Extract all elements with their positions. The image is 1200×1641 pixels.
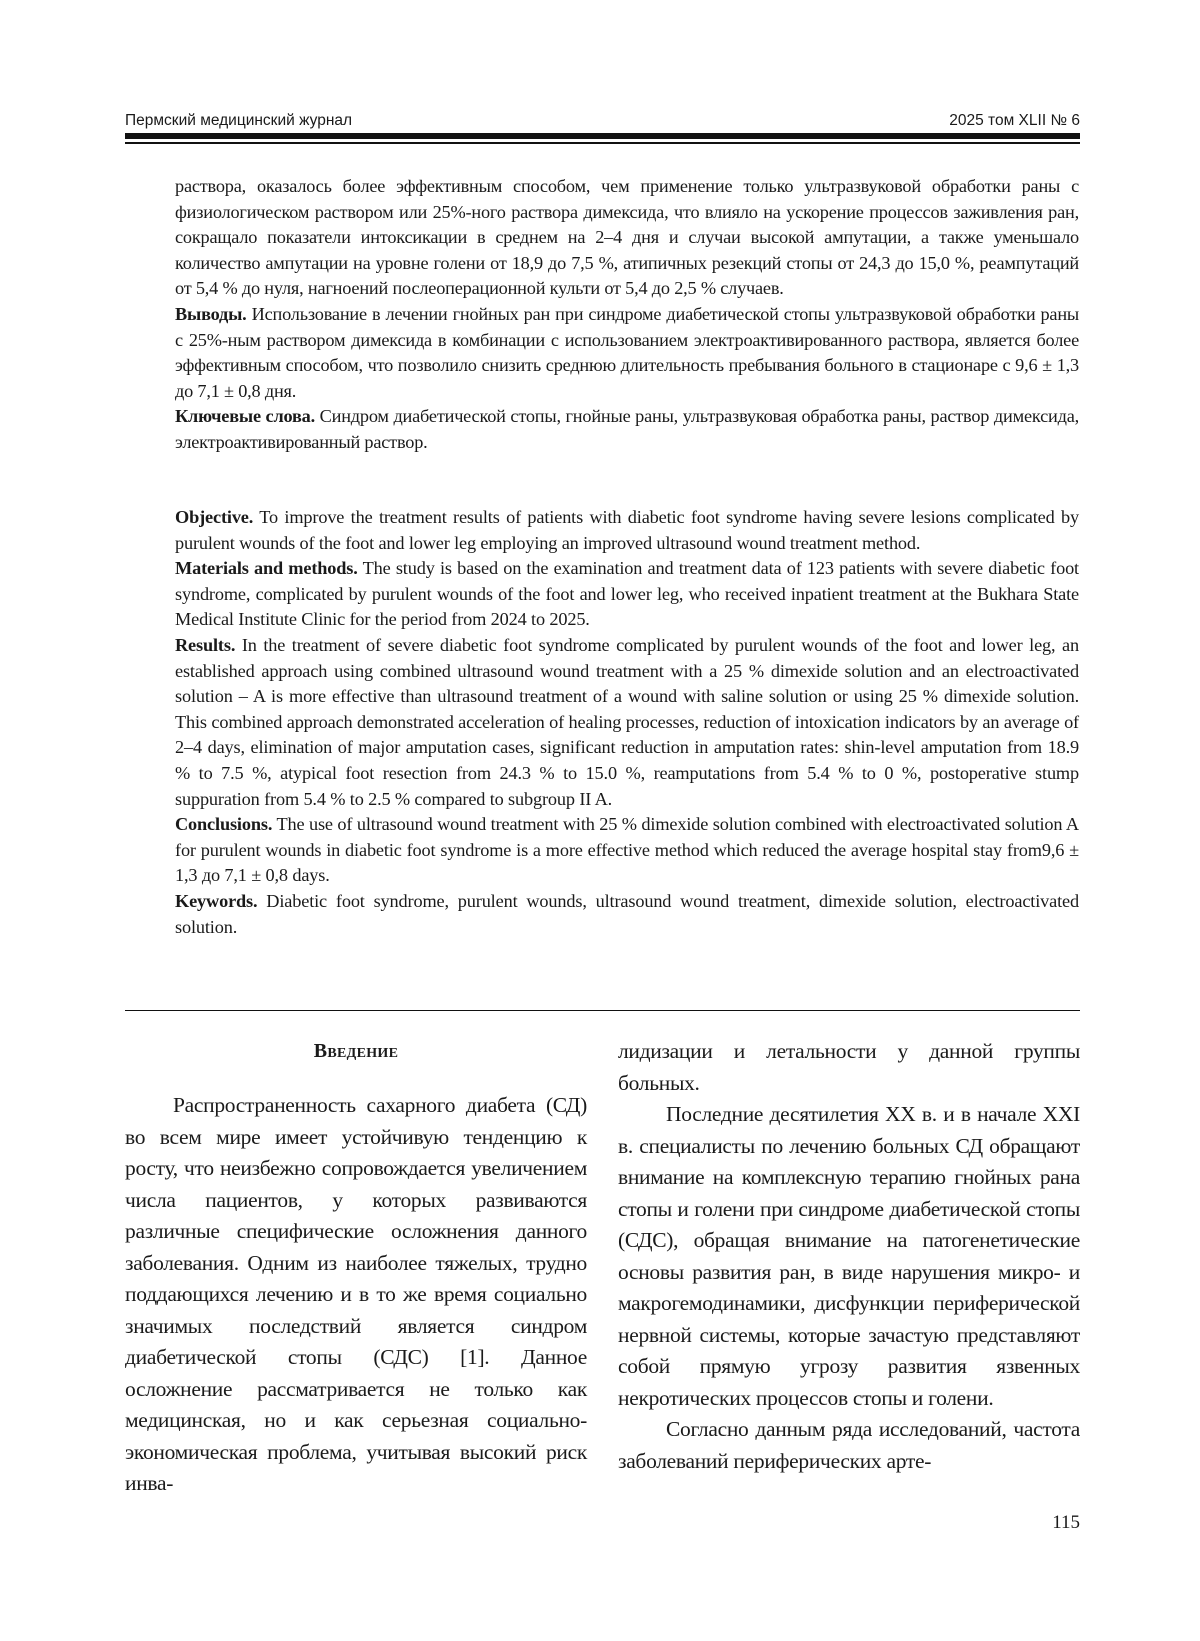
journal-title: Пермский медицинский журнал xyxy=(125,112,353,129)
abstract-ru-keywords-label: Ключевые слова. xyxy=(175,406,315,427)
abstract-english xyxy=(175,505,1079,940)
abstract-en-results-label: Results. xyxy=(175,634,236,655)
abstract-russian xyxy=(175,174,1079,456)
abstract-en-conclusions-text: The use of ultrasound wound treatment with 25 % dimexide solution combined with electroactivated solution A for purulent wounds in diabetic foot syndrome is a more effective method which reduced the average hospital stay from9,6 ± 1,3 до 7,1 ± 0,8 days. xyxy=(175,814,1079,886)
issue-info: 2025 том XLII № 6 xyxy=(949,112,1080,129)
abstract-en-objective-text: To improve the treatment results of patients with diabetic foot syndrome having severe lesions complicated by purulent wounds of the foot and lower leg employing an improved ultrasound wound treatment method. xyxy=(175,507,1079,553)
section-divider xyxy=(125,1010,1080,1011)
abstract-ru-conclusions-label: Выводы. xyxy=(175,303,247,324)
abstract-en-keywords-label: Keywords. xyxy=(175,890,258,911)
abstract-ru-conclusions xyxy=(175,302,1079,404)
header-rule-thin xyxy=(125,142,1080,144)
abstract-en-conclusions-label: Conclusions. xyxy=(175,814,273,835)
section-title-introduction: Введение xyxy=(313,1040,399,1062)
abstract-en-results xyxy=(175,633,1079,812)
intro-paragraph-1: Распространенность сахарного диабета (СД) во всем мире имеет устойчивую тенденцию к росту, что неизбежно сопровождается увеличением числа пациентов, у которых развиваются различные специфические осложнения данного заболевания. Одним из наиболее тяжелых, трудно поддающихся лечению и в то же время социально значимых последствий является синдром диабетической стопы (СДС) [1]. Данное осложнение рассматривается не только как медицинская, но и как серьезная социально-экономическая проблема, учитывая высокий риск инва- xyxy=(125,1093,587,1495)
intro-paragraph-2: Последние десятилетия XX в. и в начале XXI в. специалисты по лечению больных СД обращают внимание на комплексную терапию гнойных рана стопы и голени при синдроме диабетической стопы (СДС), обращая внимание на патогенетические основы развития ран, в виде нарушения микро- и макрогемодинамики, дисфункции периферической нервной системы, которые зачастую представляют собой прямую угрозу развития язвенных некротических процессов стопы и голени. xyxy=(618,1102,1080,1410)
header-rule-thick xyxy=(125,133,1080,139)
abstract-en-keywords xyxy=(175,889,1079,940)
abstract-ru-keywords-text: Синдром диабетической стопы, гнойные раны, ультразвуковая обработка раны, раствор димексида, электроактивированный раствор. xyxy=(175,406,1079,452)
abstract-en-objective-label: Objective. xyxy=(175,507,254,527)
abstract-en-conclusions xyxy=(175,812,1079,889)
abstract-ru-conclusions-text: Использование в лечении гнойных ран при синдроме диабетической стопы ультразвуковой обработки раны с 25%-ным раствором димексида в комбинации с использованием электроактивированного раствора, является более эффективным способом, что позволило снизить среднюю длительность пребывания больного в стационаре с 9,6 ± 1,3 до 7,1 ± 0,8 дня. xyxy=(175,303,1079,401)
abstract-en-keywords-text: Diabetic foot syndrome, purulent wounds, ultrasound wound treatment, dimexide solution, electroactivated solution. xyxy=(175,890,1079,937)
body-column-left xyxy=(125,1090,587,1500)
intro-paragraph-3: Согласно данным ряда исследований, частота заболеваний периферических арте- xyxy=(618,1417,1080,1473)
abstract-en-methods-label: Materials and methods. xyxy=(175,558,358,579)
intro-paragraph-1-continuation: лидизации и летальности у данной группы больных. xyxy=(618,1039,1080,1095)
body-column-right xyxy=(618,1036,1080,1477)
page-number: 115 xyxy=(1052,1512,1080,1533)
abstract-ru-keywords xyxy=(175,404,1079,455)
abstract-en-methods-text: The study is based on the examination and treatment data of 123 patients with severe diabetic foot syndrome, complicated by purulent wounds of the foot and lower leg, who received inpatient treatment at the Bukhara State Medical Institute Clinic for the period from 2024 to 2025. xyxy=(175,558,1079,630)
running-header xyxy=(125,108,1080,130)
abstract-ru-results-continuation: раствора, оказалось более эффективным способом, чем применение только ультразвуковой обработки раны с физиологическом раствором или 25%-ного раствора димексида, что влияло на ускорение процессов заживления ран, сокращало показатели интоксикации в среднем на 2–4 дня и случаи высокой ампутации, а также уменьшало количество ампутации на уровне голени от 18,9 до 7,5 %, атипичных резекций стопы от 24,3 до 15,0 %, реампутаций от 5,4 % до нуля, нагноений послеоперационной культи от 5,4 до 2,5 % случаев. xyxy=(175,176,1079,299)
abstract-en-results-text: In the treatment of severe diabetic foot syndrome complicated by purulent wounds of the foot and lower leg, an established approach using combined ultrasound wound treatment with a 25 % dimexide solution and an electroactivated solution – A is more effective than ultrasound treatment of a wound with saline solution or using 25 % dimexide solution. This combined approach demonstrated acceleration of healing processes, reduction of intoxication indicators by an average of 2–4 days, elimination of major amputation cases, significant reduction in amputation rates: shin-level amputation from 18.9 % to 7.5 %, atypical foot resection from 24.3 % to 15.0 %, reamputations from 5.4 % to 0 %, postoperative stump suppuration from 5.4 % to 2.5 % compared to subgroup II A. xyxy=(175,634,1079,809)
abstract-en-methods xyxy=(175,556,1079,633)
abstract-en-objective xyxy=(175,505,1079,556)
